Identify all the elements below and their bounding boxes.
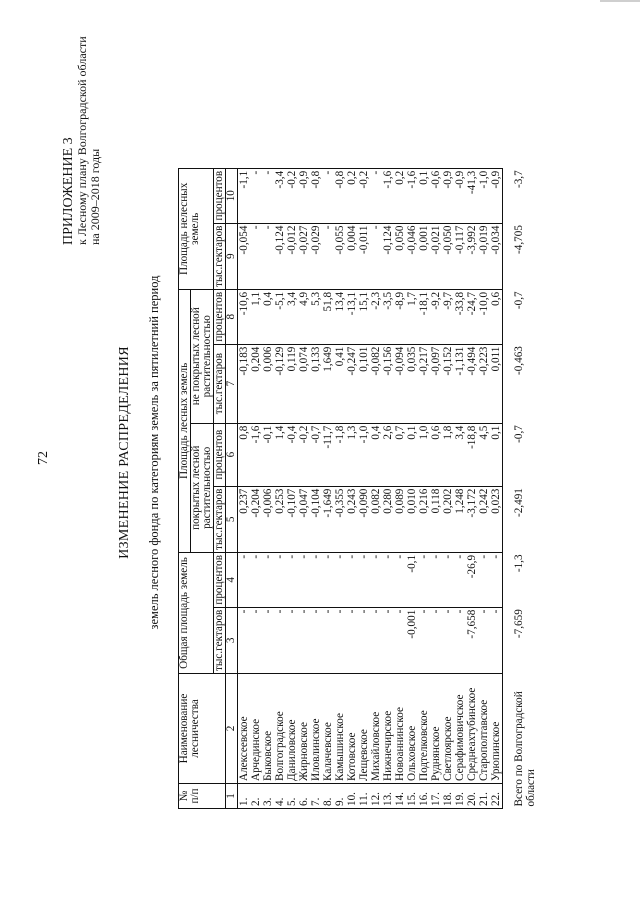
document-title: ИЗМЕНЕНИЕ РАСПРЕДЕЛЕНИЯ: [117, 346, 132, 559]
row-number: 22.: [490, 784, 503, 809]
table-cell: -0,1: [262, 423, 274, 486]
table-cell: 0,006: [262, 344, 274, 423]
table-cell: -: [322, 552, 334, 607]
appendix-line2: на 2009–2018 годы: [88, 148, 102, 245]
table-row: [298, 168, 310, 808]
table-cell: -0,9: [298, 168, 310, 223]
table-cell: 2,6: [382, 423, 394, 486]
table-cell: -7,658: [466, 607, 478, 673]
column-number: 3: [226, 607, 238, 673]
table-cell: -: [262, 168, 274, 223]
forestry-name: Руднянское: [430, 674, 442, 784]
row-number: 18.: [442, 784, 454, 809]
forestry-name: Старополтавское: [478, 674, 490, 784]
column-number: 5: [226, 486, 238, 552]
table-cell: -: [346, 552, 358, 607]
table-cell: 1,4: [274, 423, 286, 486]
table-cell: -: [346, 607, 358, 673]
table-row: [418, 168, 430, 808]
table-cell: -: [322, 223, 334, 289]
row-number: 3.: [262, 784, 274, 809]
table-cell: -0,019: [478, 223, 490, 289]
forestry-name: Калачевское: [322, 674, 334, 784]
table-cell: -1,131: [454, 344, 466, 423]
table-cell: 0,2: [346, 168, 358, 223]
row-number: 1.: [238, 784, 251, 809]
table-cell: -1,8: [334, 423, 346, 486]
table-cell: -: [382, 552, 394, 607]
table-cell: -33,8: [454, 289, 466, 344]
table-cell: -10,0: [478, 289, 490, 344]
table-cell: -0,094: [394, 344, 406, 423]
appendix-title: ПРИЛОЖЕНИЕ 3: [61, 137, 76, 245]
table-cell: 0,253: [274, 486, 286, 552]
table-cell: -3,172: [466, 486, 478, 552]
table-cell: 0,074: [298, 344, 310, 423]
row-number: 2.: [250, 784, 262, 809]
table-cell: -0,156: [382, 344, 394, 423]
forestry-name: Быковское: [262, 674, 274, 784]
row-number: 14.: [394, 784, 406, 809]
forestry-name: Камышинское: [334, 674, 346, 784]
table-cell: -0,107: [286, 486, 298, 552]
distribution-table: [178, 168, 537, 809]
table-cell: -: [358, 607, 370, 673]
table-cell: -0,124: [382, 223, 394, 289]
table-cell: -0,494: [466, 344, 478, 423]
table-cell: -0,7: [310, 423, 322, 486]
row-number: 6.: [298, 784, 310, 809]
table-cell: -0,4: [286, 423, 298, 486]
row-number: 7.: [310, 784, 322, 809]
table-row: [358, 168, 370, 808]
header-total-area: Общая площадь земель: [179, 552, 214, 673]
table-cell: 0,41: [334, 344, 346, 423]
forestry-name: Ольховское: [406, 674, 418, 784]
table-cell: -: [262, 223, 274, 289]
header-covered: покрытых лесной растительностью: [191, 423, 214, 552]
appendix-line1: к Лесному плану Волгоградской области: [75, 36, 89, 245]
forestry-name: Нижнечирское: [382, 674, 394, 784]
header-name: Наименование лесничества: [179, 674, 226, 784]
table-cell: 0,118: [430, 486, 442, 552]
table-cell: -: [250, 552, 262, 607]
table-row: [394, 168, 406, 808]
forestry-name: Даниловское: [286, 674, 298, 784]
table-cell: -: [490, 552, 503, 607]
total-label: Всего по Волгоградской области: [513, 691, 537, 807]
table-cell: -0,223: [478, 344, 490, 423]
table-cell: -: [442, 552, 454, 607]
table-cell: 1,3: [346, 423, 358, 486]
table-row: [478, 168, 490, 808]
table-cell: -1,0: [478, 168, 490, 223]
table-cell: -0,217: [418, 344, 430, 423]
table-cell: -0,090: [358, 486, 370, 552]
forestry-name: Новоаннинское: [394, 674, 406, 784]
table-cell: -: [454, 607, 466, 673]
table-cell: 0,243: [346, 486, 358, 552]
total-cell: -0,7: [513, 425, 525, 443]
table-cell: 0,4: [262, 289, 274, 344]
forestry-name: Арчединское: [250, 674, 262, 784]
row-number: 8.: [322, 784, 334, 809]
table-cell: 3,4: [286, 289, 298, 344]
table-cell: 3,4: [454, 423, 466, 486]
table-cell: -0,027: [298, 223, 310, 289]
table-cell: -: [250, 168, 262, 223]
table-cell: -: [310, 607, 322, 673]
table-cell: -1,649: [322, 486, 334, 552]
row-number: 10.: [346, 784, 358, 809]
row-number: 13.: [382, 784, 394, 809]
column-number: 4: [226, 552, 238, 607]
table-cell: -: [370, 168, 382, 223]
table-cell: 0,035: [406, 344, 418, 423]
table-cell: 5,3: [310, 289, 322, 344]
table-cell: -: [262, 552, 274, 607]
table-cell: -: [478, 607, 490, 673]
table-cell: 4,5: [478, 423, 490, 486]
table-cell: -: [322, 607, 334, 673]
header-unit-pct: процентов: [214, 423, 226, 486]
forestry-name: Среднеахтубинское: [466, 674, 478, 784]
table-row: [430, 168, 442, 808]
table-cell: -24,7: [466, 289, 478, 344]
table-cell: -18,1: [418, 289, 430, 344]
table-cell: -0,247: [346, 344, 358, 423]
table-cell: 0,011: [490, 344, 503, 423]
table-cell: 13,4: [334, 289, 346, 344]
table-cell: -0,047: [298, 486, 310, 552]
table-cell: -18,8: [466, 423, 478, 486]
header-unit-pct: процентов: [214, 168, 226, 223]
row-number: 15.: [406, 784, 418, 809]
row-number: 20.: [466, 784, 478, 809]
header-unit-ha: тыс.гектаров: [214, 223, 226, 289]
table-cell: 1,649: [322, 344, 334, 423]
table-cell: -: [418, 607, 430, 673]
table-cell: 0,242: [478, 486, 490, 552]
table-cell: -: [454, 552, 466, 607]
table-row: [286, 168, 298, 808]
table-cell: -0,117: [454, 223, 466, 289]
row-number: 11.: [358, 784, 370, 809]
table-cell: -: [334, 552, 346, 607]
header-unit-pct: процентов: [214, 289, 226, 344]
table-row: [262, 168, 274, 808]
table-cell: -0,050: [442, 223, 454, 289]
table-cell: -0,104: [310, 486, 322, 552]
table-cell: -: [322, 168, 334, 223]
table-cell: -: [370, 607, 382, 673]
table-cell: 0,010: [406, 486, 418, 552]
table-cell: 0,8: [238, 423, 251, 486]
total-row: [503, 168, 538, 808]
table-cell: 15,1: [358, 289, 370, 344]
table-row: [442, 168, 454, 808]
row-number: 9.: [334, 784, 346, 809]
table-cell: -: [394, 552, 406, 607]
column-number-row: [226, 168, 238, 808]
table-cell: -: [286, 552, 298, 607]
table-cell: 0,1: [490, 423, 503, 486]
table-cell: -1,6: [406, 168, 418, 223]
row-number: 4.: [274, 784, 286, 809]
table-cell: -0,355: [334, 486, 346, 552]
table-row: [454, 168, 466, 808]
header-n: № п/п: [179, 784, 226, 809]
table-cell: -: [442, 607, 454, 673]
table-cell: 0,1: [418, 168, 430, 223]
table-cell: -0,2: [286, 168, 298, 223]
header-unit-ha: тыс.гектаров: [214, 486, 226, 552]
table-cell: 1,8: [442, 423, 454, 486]
forestry-name: Лещевское: [358, 674, 370, 784]
table-cell: 0,089: [394, 486, 406, 552]
table-cell: -3,5: [382, 289, 394, 344]
table-cell: -0,021: [430, 223, 442, 289]
table-cell: -: [274, 607, 286, 673]
table-cell: 0,4: [370, 423, 382, 486]
table-cell: -0,9: [442, 168, 454, 223]
table-body: [238, 168, 503, 808]
table-cell: -0,006: [262, 486, 274, 552]
table-cell: -0,9: [454, 168, 466, 223]
table-cell: -: [250, 223, 262, 289]
forestry-name: Волгоградское: [274, 674, 286, 784]
column-number: 9: [226, 223, 238, 289]
table-cell: 51,8: [322, 289, 334, 344]
table-cell: -0,152: [442, 344, 454, 423]
table-row: [274, 168, 286, 808]
table-cell: -0,054: [238, 223, 251, 289]
column-number: 10: [226, 168, 238, 223]
table-cell: 0,101: [358, 344, 370, 423]
table-cell: -: [478, 552, 490, 607]
header-unit-ha: тыс.гектаров: [214, 607, 226, 673]
table-cell: -: [298, 607, 310, 673]
table-cell: -0,097: [430, 344, 442, 423]
table-cell: -0,8: [310, 168, 322, 223]
table-cell: -1,6: [382, 168, 394, 223]
header-forest-area: Площадь лесных земель: [179, 289, 191, 552]
table-cell: -: [430, 607, 442, 673]
table-cell: -: [250, 607, 262, 673]
table-cell: -: [370, 223, 382, 289]
header-unit-ha: тыс.гектаров: [214, 344, 226, 423]
table-cell: 0,023: [490, 486, 503, 552]
table-cell: -: [286, 607, 298, 673]
table-cell: -0,8: [334, 168, 346, 223]
column-number: 6: [226, 423, 238, 486]
table-cell: -0,124: [274, 223, 286, 289]
table-cell: -0,129: [274, 344, 286, 423]
table-cell: 0,6: [490, 289, 503, 344]
table-cell: 0,204: [250, 344, 262, 423]
table-row: [346, 168, 358, 808]
table-cell: -0,9: [490, 168, 503, 223]
table-cell: -: [382, 607, 394, 673]
column-number: 8: [226, 289, 238, 344]
table-cell: -: [334, 607, 346, 673]
table-cell: 0,2: [394, 168, 406, 223]
table-row: [334, 168, 346, 808]
table-cell: 0,6: [430, 423, 442, 486]
table-cell: -: [274, 552, 286, 607]
header-non-forest-area: Площадь нелесных земель: [179, 168, 214, 289]
table-cell: -5,1: [274, 289, 286, 344]
forestry-name: Светлоярское: [442, 674, 454, 784]
table-row: [382, 168, 394, 808]
row-number: 5.: [286, 784, 298, 809]
row-number: 16.: [418, 784, 430, 809]
total-cell: -0,463: [513, 346, 525, 376]
table-cell: -3,992: [466, 223, 478, 289]
table-cell: -0,029: [310, 223, 322, 289]
table-cell: -9,2: [430, 289, 442, 344]
total-cell: -4,705: [513, 225, 525, 254]
table-cell: -0,012: [286, 223, 298, 289]
row-number: 12.: [370, 784, 382, 809]
row-number: 21.: [478, 784, 490, 809]
header-unit-pct: процентов: [214, 552, 226, 607]
total-cell: -0,7: [513, 291, 525, 310]
table-cell: 0,237: [238, 486, 251, 552]
table-cell: 0,082: [370, 486, 382, 552]
table-cell: 1,248: [454, 486, 466, 552]
table-cell: 1,1: [250, 289, 262, 344]
table-row: [250, 168, 262, 808]
table-row: [466, 168, 478, 808]
table-cell: -0,011: [358, 223, 370, 289]
table-cell: -1,0: [358, 423, 370, 486]
table-cell: 0,216: [418, 486, 430, 552]
table-cell: 0,001: [418, 223, 430, 289]
table-row: [490, 168, 503, 808]
row-number: 17.: [430, 784, 442, 809]
table-cell: -41,3: [466, 168, 478, 223]
table-cell: -0,6: [430, 168, 442, 223]
table-cell: 0,7: [394, 423, 406, 486]
table-cell: 0,280: [382, 486, 394, 552]
total-cell: -7,659: [513, 609, 525, 639]
forestry-name: Жирновское: [298, 674, 310, 784]
table-cell: -26,9: [466, 552, 478, 607]
table-cell: -0,055: [334, 223, 346, 289]
table-cell: -0,034: [490, 223, 503, 289]
column-number: 7: [226, 344, 238, 423]
table-cell: -: [358, 552, 370, 607]
table-cell: -11,7: [322, 423, 334, 486]
table-cell: -1,6: [250, 423, 262, 486]
table-cell: -: [430, 552, 442, 607]
column-number: 1: [226, 784, 238, 809]
forestry-name: Иловлинское: [310, 674, 322, 784]
forestry-name: Алексеевское: [238, 674, 251, 784]
appendix-header: [62, 5, 102, 245]
table-cell: -0,183: [238, 344, 251, 423]
table-cell: 0,119: [286, 344, 298, 423]
table-cell: -: [418, 552, 430, 607]
page-number: 72: [36, 451, 51, 465]
table-cell: -2,3: [370, 289, 382, 344]
forestry-name: Котовское: [346, 674, 358, 784]
table-cell: -10,6: [238, 289, 251, 344]
table-cell: -0,1: [406, 552, 418, 607]
total-cell: -1,3: [513, 554, 525, 573]
table-cell: 0,133: [310, 344, 322, 423]
table-cell: -: [394, 607, 406, 673]
table-cell: -: [238, 552, 251, 607]
column-number: 2: [226, 674, 238, 784]
table-cell: -0,204: [250, 486, 262, 552]
table-cell: 4,9: [298, 289, 310, 344]
forestry-name: Урюпинское: [490, 674, 503, 784]
table-cell: 0,1: [406, 423, 418, 486]
table-cell: 1,0: [418, 423, 430, 486]
table-cell: 0,004: [346, 223, 358, 289]
forestry-name: Подтелковское: [418, 674, 430, 784]
table-cell: -1,1: [238, 168, 251, 223]
total-cell: -3,7: [513, 170, 525, 189]
table-cell: -13,1: [346, 289, 358, 344]
table-row: [370, 168, 382, 808]
table-cell: -0,082: [370, 344, 382, 423]
table-row: [406, 168, 418, 808]
table-cell: -0,001: [406, 607, 418, 673]
table-cell: 1,7: [406, 289, 418, 344]
table-cell: -9,7: [442, 289, 454, 344]
table-cell: -8,9: [394, 289, 406, 344]
table-cell: -0,046: [406, 223, 418, 289]
table-cell: -0,2: [358, 168, 370, 223]
header-not-covered: не покрытых лесной растительностью: [191, 289, 214, 423]
table-cell: -: [370, 552, 382, 607]
table-cell: -: [298, 552, 310, 607]
table-cell: -3,4: [274, 168, 286, 223]
table-row: [322, 168, 334, 808]
table-cell: 0,202: [442, 486, 454, 552]
table-cell: -: [238, 607, 251, 673]
document-subtitle: земель лесного фонда по категориям земель за пятилетний период: [147, 275, 161, 630]
table-cell: -: [490, 607, 503, 673]
forestry-name: Михайловское: [370, 674, 382, 784]
table-cell: -: [310, 552, 322, 607]
forestry-name: Серафимовичское: [454, 674, 466, 784]
table-row: [310, 168, 322, 808]
total-cell: -2,491: [513, 488, 525, 518]
table-cell: -0,2: [298, 423, 310, 486]
row-number: 19.: [454, 784, 466, 809]
table-row: [238, 168, 251, 808]
table-cell: 0,050: [394, 223, 406, 289]
table-cell: -: [262, 607, 274, 673]
